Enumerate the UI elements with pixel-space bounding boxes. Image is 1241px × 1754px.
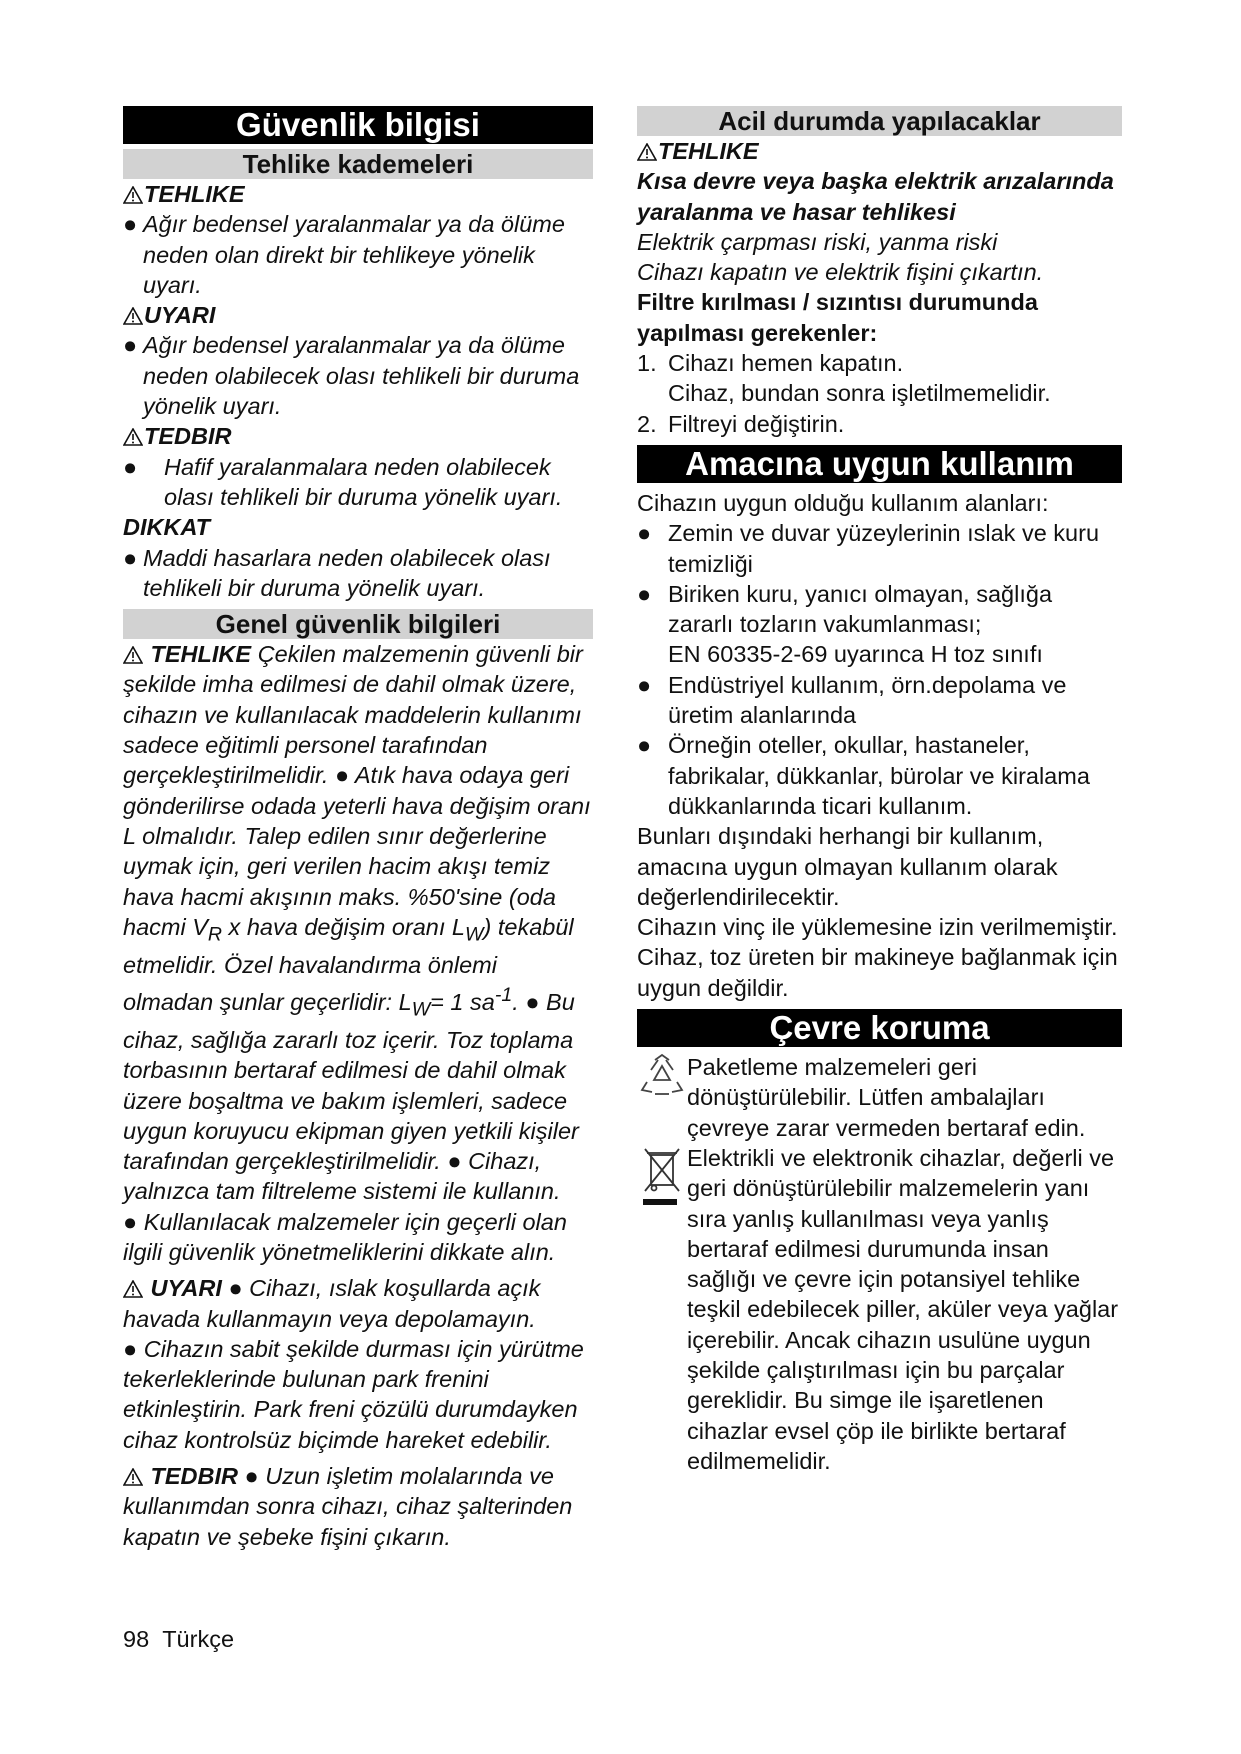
warning-description: ● Ağır bedensel yaralanmalar ya da ölüme neden olabilecek olası tehlikeli bir duruma yönelik uyarı. — [123, 332, 580, 420]
general-danger-regulations: ● Kullanılacak malzemeler için geçerli olan ilgili güvenlik yönetmeliklerini dikkate alın. — [123, 1208, 567, 1265]
caution-heading: TEDBIR — [123, 421, 593, 451]
usage-paragraph-crane: Cihazın vinç ile yüklemesine izin verilmemiştir. — [637, 914, 1118, 941]
step-1: 1. Cihazı hemen kapatın. — [637, 350, 904, 377]
section-title-environment: Çevre koruma — [637, 1009, 1122, 1047]
general-warning-paragraph: UYARI ● Cihazı, ıslak koşullarda açık havada kullanmayın veya depolamayın. — [123, 1275, 541, 1332]
danger-description: ● Ağır bedensel yaralanmalar ya da ölüme neden olan direkt bir tehlikeye yönelik uyarı. — [123, 211, 565, 298]
notice-description: ● Maddi hasarlara neden olabilecek olası tehlikeli bir duruma yönelik uyarı. — [123, 544, 551, 601]
warning-triangle-icon — [637, 143, 657, 161]
page-footer — [123, 1626, 234, 1653]
weee-note: Elektrikli ve elektronik cihazlar, değerli ve geri dönüştürülebilir malzemelerin yanı sıra yanlış kullanılması veya yanlış bertaraf edilmesi durumunda insan sağlığı ve çevre için potansiyel tehlike teşkil edebilecek piller, aküler veya yağlar içerebilir. Ancak cihazın usulüne uygun şekilde çalıştırılması için bu parçalar gereklidir. Bu simge ile işaretlenen cihazlar evsel çöp ile birlikte bertaraf edilmemelidir. — [637, 1143, 1122, 1476]
section-title-general-safety: Genel güvenlik bilgileri — [123, 609, 593, 639]
crossed-bin-icon — [637, 1143, 687, 1213]
recycle-note: Paketleme malzemeleri geri dönüştürülebilir. Lütfen ambalajları çevreye zarar vermeden bertaraf edin. — [637, 1052, 1122, 1143]
section-title-intended-use: Amacına uygun kullanım — [637, 445, 1122, 483]
usage-item: ● Örneğin oteller, okullar, hastaneler, fabrikalar, dükkanlar, bürolar ve kiralama dükkanlarında ticari kullanım. — [637, 732, 1090, 819]
footer-language: Türkçe — [162, 1626, 235, 1652]
section-title-emergency: Acil durumda yapılacaklar — [637, 106, 1122, 136]
warning-triangle-icon — [123, 1468, 143, 1486]
warning-triangle-icon — [123, 428, 143, 446]
filter-break-heading: Filtre kırılması / sızıntısı durumunda yapılması gerekenler: — [637, 289, 1038, 346]
usage-intro: Cihazın uygun olduğu kullanım alanları: — [637, 489, 1049, 516]
caution-description: ● Hafif yaralanmalara neden olabilecek olası tehlikeli bir duruma yönelik uyarı. — [123, 453, 563, 510]
notice-heading: DIKKAT — [123, 514, 211, 541]
general-danger-paragraph: TEHLIKE Çekilen malzemenin güvenli bir şekilde imha edilmesi de dahil olmak üzere, cihazın ve kullanılacak maddelerin kullanımı sadece eğitimli personel tarafından gerçekleştirilmelidir. ● Atık hava odaya geri gönderilirse odada yeterli hava değişim oranı L olmalıdır. Talep edilen sınır değerlerine uymak için, geri verilen hacim akışı temiz hava hacmi akışının maks. %50'sine (oda hacmi $V_R$ x hava değişim oranı $L_W$) tekabül etmelidir. Özel havalandırma önlemi olmadan şunlar geçerlidir: $L_W= 1$ $sa^{-1}$. ● Bu cihaz, sağlığa zararlı toz içerir. Toz toplama torbasının bertaraf edilmesi de dahil olmak üzere boşaltma ve bakım işlemleri, sadece uygun koruyucu ekipman giyen yetkili kişiler tarafından gerçekleştirilmelidir. ● Cihazı, yalnızca tam filtreleme sistemi ile kullanın. — [123, 641, 591, 1205]
step-1-note: Cihaz, bundan sonra işletilmemelidir. — [668, 380, 1051, 407]
danger-heading: TEHLIKE — [123, 179, 593, 209]
emergency-danger-title: Kısa devre veya başka elektrik arızalarında yaralanma ve hasar tehlikesi — [637, 168, 1114, 225]
left-column — [123, 106, 593, 1552]
emergency-danger-heading: TEHLIKE — [637, 136, 1122, 166]
usage-paragraph-other-use: Bunları dışındaki herhangi bir kullanım, amacına uygun olmayan kullanım olarak değerlendirilecektir. — [637, 823, 1058, 910]
general-warning-brake: ● Cihazın sabit şekilde durması için yürütme tekerleklerinde bulunan park frenini etkinleştirin. Park freni çözülü durumdayken cihaz kontrolsüz biçimde hareket edebilir. — [123, 1335, 584, 1453]
warning-triangle-icon — [123, 646, 143, 664]
section-title-danger-levels: Tehlike kademeleri — [123, 149, 593, 179]
step-2: 2. Filtreyi değiştirin. — [637, 410, 845, 437]
usage-item: ● Zemin ve duvar yüzeylerinin ıslak ve kuru temizliği — [637, 520, 1100, 577]
recycle-icon — [637, 1052, 687, 1098]
right-column — [637, 106, 1122, 1476]
warning-triangle-icon — [123, 186, 143, 204]
general-caution-paragraph: TEDBIR ● Uzun işletim molalarında ve kullanımdan sonra cihazı, cihaz şalterinden kapatın ve şebeke fişini çıkarın. — [123, 1463, 573, 1550]
warning-triangle-icon — [123, 1280, 143, 1298]
section-title-safety: Güvenlik bilgisi — [123, 106, 593, 144]
warning-triangle-icon — [123, 307, 143, 325]
usage-paragraph-dust-machine: Cihaz, toz üreten bir makineye bağlanmak için uygun değildir. — [637, 944, 1118, 1001]
page-number: 98 — [123, 1626, 150, 1652]
warning-heading: UYARI — [123, 300, 593, 330]
usage-item: ● Endüstriyel kullanım, örn.depolama ve üretim alanlarında — [637, 671, 1067, 729]
emergency-risk-line: Elektrik çarpması riski, yanma riski — [637, 228, 998, 255]
usage-item: ● Biriken kuru, yanıcı olmayan, sağlığa zararlı tozların vakumlanması; EN 60335-2-69 uyarınca H toz sınıfı — [637, 580, 1053, 668]
emergency-action-line: Cihazı kapatın ve elektrik fişini çıkartın. — [637, 259, 1044, 286]
